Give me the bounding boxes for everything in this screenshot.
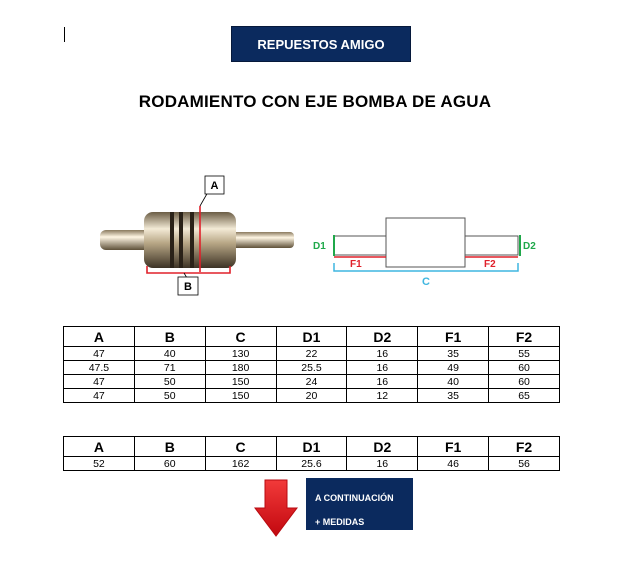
c-label: C: [422, 276, 430, 288]
cta-line-1: A CONTINUACIÓN: [315, 493, 394, 503]
cell: 60: [134, 457, 205, 471]
header-b: B: [134, 327, 205, 347]
text-cursor: [64, 27, 65, 42]
cell: 150: [205, 375, 276, 389]
cell: 16: [347, 375, 418, 389]
cell: 40: [134, 347, 205, 361]
cell: 16: [347, 347, 418, 361]
shaft-right: [232, 232, 294, 248]
table-header-row: [64, 327, 560, 347]
cell: 50: [134, 375, 205, 389]
cell: 50: [134, 389, 205, 403]
cell: 35: [418, 389, 489, 403]
schematic-body: [386, 218, 465, 267]
cell: 56: [489, 457, 560, 471]
table-row: [64, 361, 560, 375]
dimensions-table-2: [63, 436, 560, 471]
cell: 130: [205, 347, 276, 361]
header-b: B: [134, 437, 205, 457]
page-title: RODAMIENTO CON EJE BOMBA DE AGUA: [138, 92, 492, 111]
dimensions-table-1: [63, 326, 560, 403]
header-d1: D1: [276, 327, 347, 347]
cell: 47: [64, 347, 135, 361]
groove-2: [179, 212, 183, 268]
cell: 71: [134, 361, 205, 375]
cell: 60: [489, 361, 560, 375]
brand-label: REPUESTOS AMIGO: [257, 36, 385, 52]
cell: 52: [64, 457, 135, 471]
cell: 20: [276, 389, 347, 403]
cell: 25.6: [276, 457, 347, 471]
cell: 16: [347, 457, 418, 471]
down-arrow-icon: [253, 478, 299, 538]
d2-label: D2: [523, 241, 536, 252]
header-a: A: [64, 327, 135, 347]
table-header-row: [64, 437, 560, 457]
cta-line-2: + MEDIDAS: [315, 517, 365, 527]
table-row: [64, 457, 560, 471]
dimension-schematic: [310, 205, 550, 290]
label-b: B: [184, 281, 192, 293]
table-row: [64, 389, 560, 403]
cell: 180: [205, 361, 276, 375]
cell: 47: [64, 375, 135, 389]
brand-banner: [231, 26, 411, 62]
header-f2: F2: [489, 437, 560, 457]
cell: 35: [418, 347, 489, 361]
table-row: [64, 347, 560, 361]
cell: 65: [489, 389, 560, 403]
header-a: A: [64, 437, 135, 457]
cell: 60: [489, 375, 560, 389]
cell: 47: [64, 389, 135, 403]
cell: 55: [489, 347, 560, 361]
schematic-shaft-left: [334, 236, 386, 255]
header-d2: D2: [347, 437, 418, 457]
header-f1: F1: [418, 327, 489, 347]
table-row: [64, 375, 560, 389]
cell: 47.5: [64, 361, 135, 375]
cell: 25.5: [276, 361, 347, 375]
cell: 162: [205, 457, 276, 471]
label-a: A: [210, 180, 219, 192]
header-f1: F1: [418, 437, 489, 457]
cell: 24: [276, 375, 347, 389]
bearing-photo: [92, 170, 302, 300]
cell: 150: [205, 389, 276, 403]
cell: 40: [418, 375, 489, 389]
schematic-shaft-right: [465, 236, 518, 255]
f2-label: F2: [484, 259, 496, 270]
d1-label: D1: [313, 241, 326, 252]
groove-1: [170, 212, 174, 268]
more-measurements-box: [306, 478, 413, 530]
cell: 22: [276, 347, 347, 361]
cell: 16: [347, 361, 418, 375]
header-c: C: [205, 327, 276, 347]
cell: 12: [347, 389, 418, 403]
cell: 49: [418, 361, 489, 375]
shaft-left: [100, 230, 150, 250]
header-c: C: [205, 437, 276, 457]
groove-3: [190, 212, 194, 268]
header-d2: D2: [347, 327, 418, 347]
f1-label: F1: [350, 259, 362, 270]
header-f2: F2: [489, 327, 560, 347]
cell: 46: [418, 457, 489, 471]
header-d1: D1: [276, 437, 347, 457]
